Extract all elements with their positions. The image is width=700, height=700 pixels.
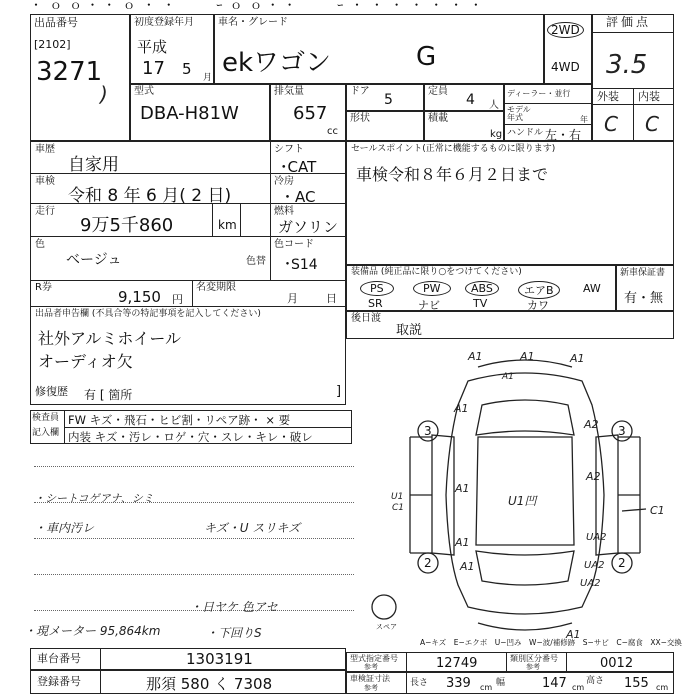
equip-aw: AW (583, 282, 601, 295)
inspector-note-6: ・下回りS (206, 626, 262, 640)
model-value: DBA-H81W (140, 103, 239, 124)
doors-value: 5 (384, 92, 393, 108)
model-label: 型式 (134, 86, 154, 97)
lot-code: [2102] (34, 38, 71, 51)
color-change-label: 色替 (246, 256, 266, 267)
doors-label: ドア (350, 86, 370, 97)
damage-legend: A−キズ E−エクボ U−凹み W−波/補修跡 S−サビ C−腐食 XX−交換 (420, 638, 682, 647)
mark-sill-right: C1 (650, 504, 665, 517)
inspection-label: 車検 (35, 176, 55, 187)
equipment-label: 装備品 (純正品に限り○をつけてください) (351, 267, 522, 277)
warranty-value: 有・無 (624, 291, 664, 306)
registration-value: 那須 580 く 7308 (146, 675, 273, 693)
displacement-label: 排気量 (274, 86, 304, 97)
interior-grade: C (645, 112, 659, 136)
mark-rear-corner: UA2 (580, 578, 601, 589)
class-no-sub: 参考 (526, 663, 540, 671)
displacement-unit: cc (327, 126, 338, 137)
type-no-value: 12749 (436, 656, 478, 671)
type-no-label: 型式指定番号 (350, 654, 398, 663)
lot-label: 出品番号 (34, 16, 78, 29)
dealer-label: ディーラー・並行 (507, 89, 571, 98)
sales-point-value: 車検令和８年６月２日まで (356, 165, 549, 184)
seller-note-2: オーディオ欠 (38, 352, 133, 371)
inspector-note-4: ・日ヤケ 色アセ (190, 600, 278, 614)
mark-rear-quarter: UA2 (584, 560, 605, 571)
registration-label: 登録番号 (37, 675, 81, 688)
mark-front-center: A1 (520, 350, 535, 363)
car-name: ekワゴン (222, 48, 332, 78)
spare-label: スペア (376, 623, 397, 631)
recycle-unit: 円 (172, 293, 183, 306)
mark-sill-left-1: U1 (391, 492, 404, 502)
equip-abs: ABS (465, 281, 499, 296)
header-strip: ・ ｏ ｏ ･ ・ ｏ ・ ・ ｰ ｏ ｏ ･ ・ ｰ ・ ・ ・ ・ ・ ・ ・ (30, 0, 484, 12)
mark-rear-door-left: A1 (455, 536, 470, 549)
dimensions-sub: 参考 (364, 684, 378, 692)
lot-tick: ) (100, 82, 108, 106)
class-no-value: 0012 (600, 656, 634, 671)
displacement-value: 657 (293, 103, 328, 124)
first-reg-year: 17 (142, 58, 165, 79)
equip-pw: PW (413, 281, 451, 296)
equip-sr: SR (368, 297, 383, 310)
warranty-label: 新車保証書 (620, 268, 666, 278)
usage-label: 車歴 (35, 144, 55, 155)
ac-value: ・AC (280, 188, 316, 206)
capacity-unit: 人 (489, 100, 499, 111)
shift-value: ･CAT (280, 158, 317, 176)
tyre-rear-right: 2 (618, 556, 626, 570)
car-name-label: 車名・グレード (218, 17, 288, 28)
inspector-row-2: 内装 キズ・汚レ・ロゲ・穴・スレ・キレ・破レ (68, 430, 313, 444)
drive-2wd: 2WD (547, 22, 584, 38)
capacity-value: 4 (466, 92, 475, 108)
color-code-value: ･S14 (284, 257, 318, 273)
trunk-label: 後日渡 (351, 313, 381, 324)
exterior-grade: C (604, 112, 618, 136)
rating-label: 評価点 (606, 15, 652, 29)
width-unit: cm (572, 683, 585, 692)
load-label: 積載 (428, 113, 448, 124)
mark-front-left: A1 (468, 350, 483, 363)
fuel-value: ガソリン (278, 218, 339, 236)
car-grade: G (416, 42, 437, 72)
height-unit: cm (656, 683, 669, 692)
mark-door-right: A2 (586, 470, 601, 483)
usage-value: 自家用 (68, 155, 119, 175)
length-unit: cm (480, 683, 493, 692)
mark-roof: U1凹 (508, 494, 537, 508)
chassis-value: 1303191 (186, 650, 253, 668)
mark-fender-left: A1 (454, 402, 469, 415)
model-year-label: モデル年式 (507, 105, 531, 122)
mark-door-left: A1 (455, 482, 470, 495)
mark-rear-door-right: UA2 (586, 532, 607, 543)
shift-label: シフト (274, 144, 304, 155)
class-no-label: 類別区分番号 (510, 654, 558, 663)
equip-leather: カワ (527, 299, 549, 312)
dimensions-label: 車検証寸法 (350, 674, 390, 683)
recycle-value: 9,150 (118, 288, 161, 306)
mileage-value: 9万5千860 (80, 215, 174, 236)
name-change-day: 日 (326, 292, 337, 305)
mark-rear-bumper: A1 (566, 628, 581, 641)
length-value: 339 (446, 676, 471, 691)
model-year-unit: 年 (580, 115, 588, 124)
length-label: 長さ (410, 678, 429, 688)
handle-label: ハンドル (507, 128, 544, 138)
sales-point-box (346, 141, 674, 265)
drive-4wd: 4WD (551, 60, 580, 74)
height-value: 155 (624, 676, 649, 691)
width-label: 幅 (496, 678, 506, 688)
first-reg-month: 5 (182, 60, 192, 78)
inspector-note-3: キズ・U スリキズ (204, 521, 301, 535)
ac-label: 冷房 (274, 176, 294, 187)
name-change-month: 月 (287, 292, 298, 305)
color-code-label: 色コード (274, 239, 314, 250)
color-label: 色 (35, 239, 45, 250)
seller-note-1: 社外アルミホイール (38, 329, 182, 348)
type-no-sub: 参考 (364, 663, 378, 671)
tyre-front-right: 3 (618, 424, 626, 438)
seller-notes-label: 出品者申告欄 (不具合等の特記事項を記入してください) (35, 309, 261, 319)
mark-front-right: A1 (570, 352, 585, 365)
inspector-note-5: ・現メーター 95,864km (24, 624, 161, 638)
handle-value: 左・右 (545, 128, 582, 142)
mileage-unit: km (218, 218, 237, 232)
inspector-label-bottom: 記入欄 (32, 428, 60, 438)
color-value: ベージュ (66, 252, 122, 268)
mark-hood: A1 (502, 372, 514, 382)
repair-history-value: 有 [ 箇所 (84, 388, 133, 402)
mark-rear-left: A1 (460, 560, 475, 573)
first-reg-label: 初度登録年月 (134, 17, 194, 28)
interior-label: 内装 (638, 90, 660, 103)
inspector-label-top: 検査員 (32, 413, 60, 423)
equip-ps: PS (360, 281, 394, 296)
tyre-front-left: 3 (424, 424, 432, 438)
repair-history-bracket: ] (336, 384, 342, 399)
mileage-label: 走行 (35, 206, 55, 217)
mark-fender-right: A2 (584, 418, 599, 431)
trunk-value: 取説 (396, 323, 423, 338)
recycle-label: R券 (35, 282, 52, 293)
load-unit: kg (490, 129, 503, 140)
first-reg-month-unit: 月 (203, 73, 213, 83)
lot-number: 3271 (36, 57, 103, 87)
first-reg-era: 平成 (137, 38, 168, 56)
repair-history-label: 修復歴 (35, 385, 68, 398)
exterior-label: 外装 (597, 90, 619, 103)
sales-point-label: セールスポイント(正常に機能するものに限ります) (351, 144, 556, 154)
name-change-label: 名変期限 (196, 282, 236, 293)
fuel-label: 燃料 (274, 206, 294, 217)
shape-label: 形状 (350, 113, 370, 124)
inspector-note-2: ・車内汚レ (34, 521, 95, 535)
chassis-label: 車台番号 (37, 652, 81, 665)
tyre-rear-left: 2 (424, 556, 432, 570)
inspection-value: 令和 8 年 6 月( 2 日) (68, 186, 232, 206)
inspector-row-1: FW キズ・飛石・ヒビ割・リペア跡・ × 要 (68, 413, 291, 427)
height-label: 高さ (586, 676, 605, 686)
equip-navi: ナビ (418, 299, 440, 312)
equip-tv: TV (473, 297, 488, 310)
mark-sill-left-2: C1 (392, 503, 405, 513)
rating-score: 3.5 (606, 50, 648, 80)
capacity-label: 定員 (428, 86, 448, 97)
inspector-note-1: ・シートコゲアナ、シミ (34, 492, 154, 505)
equip-airbag: エアB (518, 281, 560, 299)
width-value: 147 (542, 676, 567, 691)
